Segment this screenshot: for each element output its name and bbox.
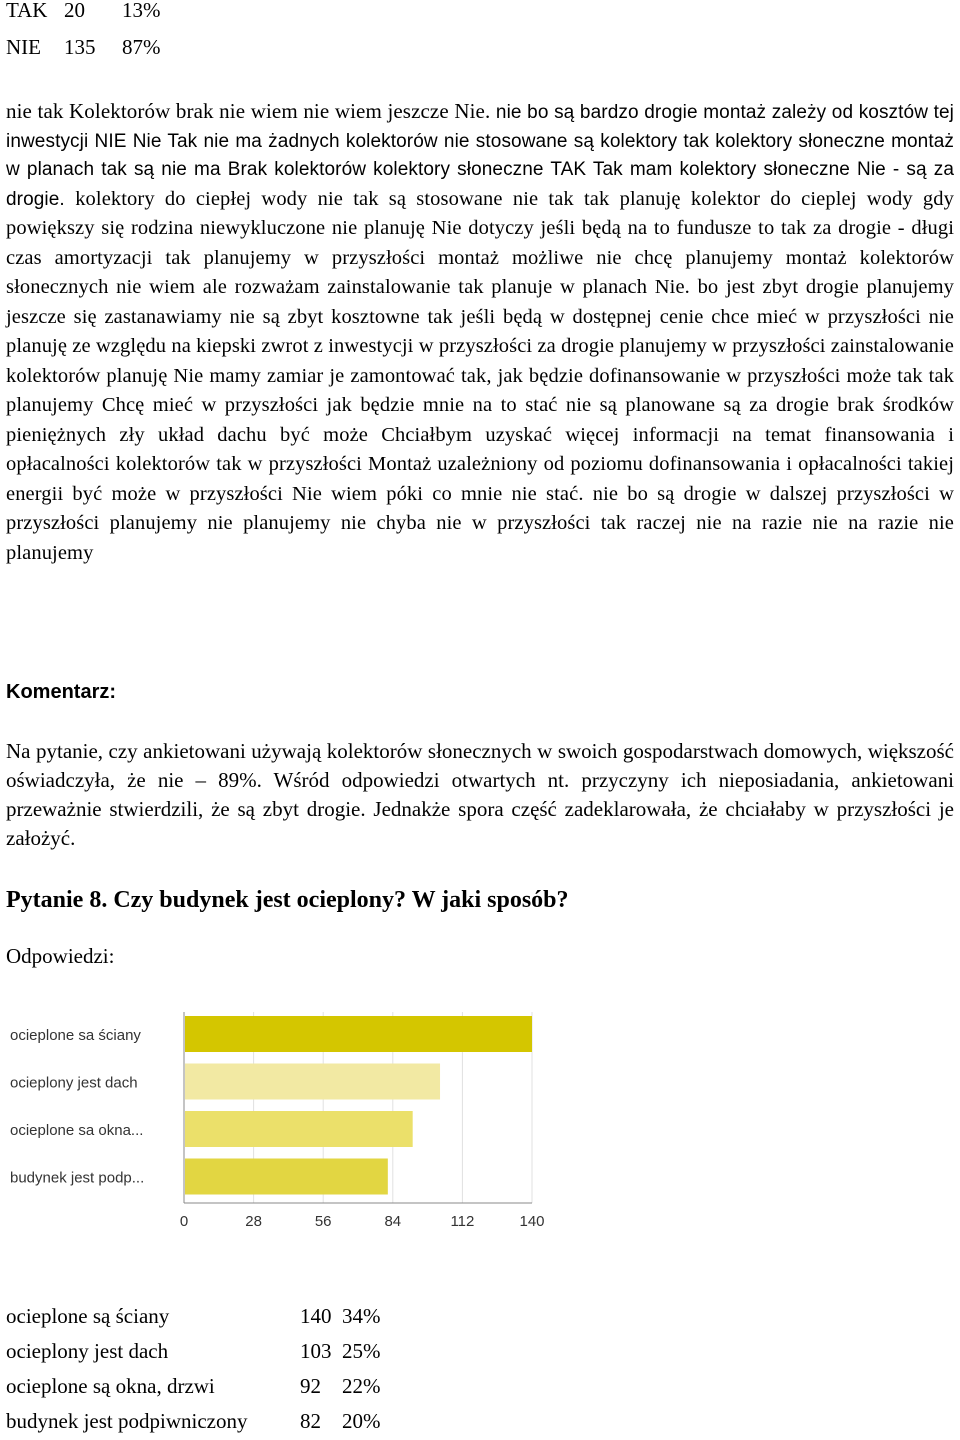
stat-label: TAK (6, 0, 48, 22)
stat-count: 20 (64, 0, 85, 22)
row-pct: 25% (342, 1339, 381, 1363)
stat-pct: 87% (122, 35, 161, 59)
row-pct: 20% (342, 1409, 381, 1433)
stat-row-tak (6, 0, 161, 24)
category-label: budynek jest podp... (10, 1169, 145, 1187)
stat-pct: 13% (122, 0, 161, 22)
answers-part-2: nie bo są bardzo drogie montaż zależy od kosztów tej inwestycji NIE Nie Tak nie ma żadnych kolektorów nie stosowane są kolektory tak kolektory słoneczne montaż w planach tak są nie ma Brak kolektorów kolektory słoneczne TAK Tak mam kolektory słoneczne Nie - są za drogie. (6, 102, 954, 210)
stat-count: 135 (64, 35, 96, 59)
bar-chart (0, 1000, 560, 1240)
x-tick-label: 112 (450, 1213, 475, 1230)
row-count: 82 (300, 1409, 321, 1433)
bar (185, 1016, 532, 1052)
table-row (6, 1335, 381, 1370)
row-pct: 22% (342, 1374, 381, 1398)
stat-row-nie (6, 33, 161, 61)
comment-paragraph: Na pytanie, czy ankietowani używają kolektorów słonecznych w swoich gospodarstwach domowych, większość oświadczyła, że nie – 89%. Wśród odpowiedzi otwartych nt. przyczyny ich nieposiadania, ankietowani przeważnie stwierdzili, że są zbyt drogie. Jednakże spora część zadeklarowała, że chciałaby w przyszłości je założyć. (6, 739, 954, 850)
row-pct: 34% (342, 1304, 381, 1328)
category-label: ocieplone sa ściany (10, 1027, 141, 1044)
results-table (6, 1300, 381, 1440)
question-title: Pytanie 8. Czy budynek jest ocieplony? W jaki sposób? (6, 887, 569, 913)
row-label: ocieplone są okna, drzwi (6, 1374, 215, 1398)
x-tick-label: 56 (314, 1213, 332, 1230)
bar (185, 1159, 388, 1195)
stat-label: NIE (6, 35, 41, 59)
row-label: ocieplony jest dach (6, 1339, 169, 1363)
table-row (6, 1370, 381, 1405)
table-row (6, 1405, 381, 1440)
bar (185, 1111, 413, 1147)
bar (185, 1064, 440, 1100)
row-count: 92 (300, 1374, 321, 1398)
row-count: 140 (300, 1304, 332, 1328)
answers-part-3: kolektory do ciepłej wody nie tak są stosowane nie tak tak planuję kolektor do cieplej wody gdy powiększy się rodzina niewykluczone nie planuję Nie dotyczy jeśli będą na to fundusze to tak za drogie - długi czas amortyzacji tak planujemy w przyszłości montaż możliwe nie chcę planujemy montaż kolektorów słonecznych nie wiem ale rozważam zainstalowanie tak planuje w planach Nie. bo jest zbyt drogie planujemy jeszcze się zastanawiamy nie są zbyt kosztowne tak jeśli będą w dostępnej cenie chce mieć w przyszłości nie planuję ze względu na kiepski zwrot z inwestycji w przyszłości za drogie planujemy w przyszłości zainstalowanie kolektorów planuję Nie mamy zamiar je zamontować tak, jak będzie dofinansowanie w przyszłości może tak tak planujemy Chcę mieć w przyszłości jak będzie mnie na to stać nie są planowane są za drogie brak środków pieniężnych zły układ dachu być może Chciałbym uzyskać więcej informacji na temat finansowania i opłacalności kolektorów tak w przyszłości Montaż uzależniony od poziomu dofinansowania i opłacalności takiej energii być może w przyszłości Nie wiem póki co mnie nie stać. nie bo są drogie w dalszej przyszłości w przyszłości planujemy nie planujemy nie chyba nie w przyszłości tak raczej nie na razie nie na razie nie planujemy (6, 187, 954, 564)
table-row (6, 1300, 381, 1335)
row-label: budynek jest podpiwniczony (6, 1409, 248, 1433)
row-count: 103 (300, 1339, 332, 1363)
x-tick-label: 140 (519, 1213, 545, 1230)
answers-heading: Odpowiedzi: (6, 944, 115, 968)
row-label: ocieplone są ściany (6, 1304, 170, 1328)
x-tick-label: 84 (384, 1213, 402, 1230)
x-tick-label: 0 (179, 1213, 189, 1230)
comment-heading: Komentarz: (6, 681, 117, 703)
category-label: ocieplony jest dach (10, 1074, 138, 1092)
open-answers-paragraph (6, 97, 954, 568)
x-tick-label: 28 (245, 1213, 262, 1230)
answers-part-1: nie tak Kolektorów brak nie wiem nie wiem jeszcze Nie. (6, 99, 491, 123)
category-label: ocieplone sa okna... (10, 1122, 144, 1139)
